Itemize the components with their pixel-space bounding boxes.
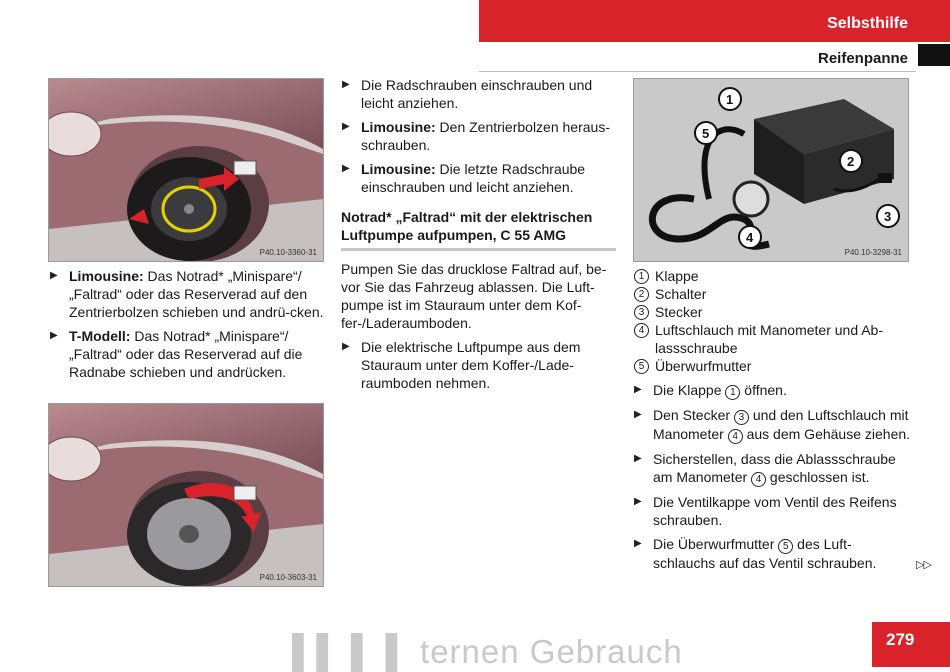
wheel-illustration-2 <box>49 404 323 586</box>
column-2-text <box>341 76 616 398</box>
callout-5: 5 <box>702 126 710 141</box>
thumb-tab-marker <box>918 44 950 66</box>
list-item: ▶ Limousine: Die letzte Radschraube einschrauben und leicht anziehen. <box>341 160 616 196</box>
list-item: ▶ Sicherstellen, dass die Ablassschraube am Manometer 4 geschlossen ist. <box>633 450 911 487</box>
list-item: ▶ Die Radschrauben einschrauben und leicht anziehen. <box>341 76 616 112</box>
list-item: ▶ Den Stecker 3 und den Luftschlauch mit Manometer 4 aus dem Gehäuse ziehen. <box>633 406 911 444</box>
page-number: 279 <box>886 630 915 649</box>
list-item: ▶ Die Ventilkappe vom Ventil des Reifens schrauben. <box>633 493 911 529</box>
page-number-box <box>872 622 950 667</box>
figure-code: P40.10-3603-31 <box>259 573 317 582</box>
figure-code: P40.10-3298-31 <box>844 248 902 257</box>
figure-code: P40.10-3360-31 <box>259 248 317 257</box>
legend-item: 4 Luftschlauch mit Manometer und Ab-lassschraube <box>633 321 911 357</box>
list-item: ▶ Die elektrische Luftpumpe aus dem Stauraum unter dem Koffer-/Lade-raumboden nehmen. <box>341 338 616 392</box>
legend-item: 1 Klappe <box>633 267 911 285</box>
intro-paragraph: Pumpen Sie das drucklose Faltrad auf, be-vor Sie das Fahrzeug ablassen. Die Luft-pumpe ist im Stauraum unter dem Kof-fer-/Laderaumboden. <box>341 261 607 331</box>
list-item: ▶ Limousine: Den Zentrierbolzen heraus-schrauben. <box>341 118 616 154</box>
wheel-illustration <box>49 79 323 261</box>
callout-1: 1 <box>726 92 734 107</box>
section-title: Selbsthilfe <box>827 15 908 32</box>
legend-item: 3 Stecker <box>633 303 911 321</box>
figure-wheel-mounting-2 <box>48 403 324 587</box>
list-item: ▶ Die Überwurfmutter 5 des Luft-schlauchs auf das Ventil schrauben. <box>633 535 911 572</box>
list-item: ▶ T-Modell: Das Notrad* „Minispare“/ „Faltrad“ oder das Reserverad auf die Radnabe schieben und andrücken. <box>49 327 324 381</box>
callout-4: 4 <box>746 230 754 245</box>
watermark: ▌▌ ▌ ▌ ternen Gebrauch <box>292 633 683 670</box>
continue-arrow-icon: ▷▷ <box>916 559 931 571</box>
figure-wheel-mounting-1 <box>48 78 324 262</box>
subsection-title: Reifenpanne <box>817 50 908 67</box>
figure-air-pump <box>633 78 909 262</box>
section-heading: Notrad* „Faltrad“ mit der elektrischen Luftpumpe aufpumpen, C 55 AMG <box>341 208 616 251</box>
callout-3: 3 <box>884 209 892 224</box>
air-pump-illustration <box>634 79 908 261</box>
legend-item: 2 Schalter <box>633 285 911 303</box>
list-item: ▶ Limousine: Das Notrad* „Minispare“/ „Faltrad“ oder das Reserverad auf den Zentrierbolzen schieben und andrü-cken. <box>49 267 324 321</box>
column-3-text <box>633 267 911 578</box>
legend-item: 5 Überwurfmutter <box>633 357 911 375</box>
list-item: ▶ Die Klappe 1 öffnen. <box>633 381 911 400</box>
header-divider <box>479 71 916 72</box>
callout-2: 2 <box>847 154 855 169</box>
section-header-bar <box>479 0 950 42</box>
column-1-text <box>49 267 324 387</box>
